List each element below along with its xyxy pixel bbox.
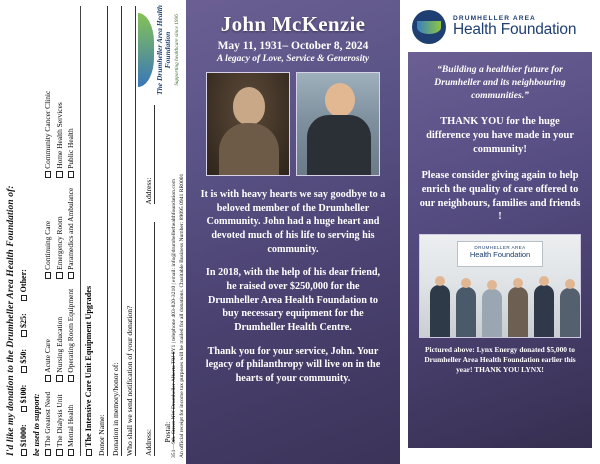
use-option-label: Operating Room Equipment xyxy=(66,288,75,373)
people-group-figures xyxy=(420,275,580,337)
donation-form-panel xyxy=(0,0,186,464)
memory-honor-field[interactable]: Donation in memory/honor of: xyxy=(110,6,122,456)
checkbox-icon[interactable] xyxy=(56,272,63,279)
use-option-label: Continuing Care xyxy=(43,220,52,270)
checkbox-icon[interactable] xyxy=(68,272,75,279)
memorial-photos xyxy=(196,72,390,176)
checkbox-icon[interactable] xyxy=(68,375,75,382)
foundation-logo-line2: Supporting healthcare since 1996 xyxy=(174,14,180,86)
foundation-logo-icon xyxy=(412,10,446,44)
donation-amount-options[interactable] xyxy=(19,6,28,456)
address-field-2[interactable]: Address: xyxy=(143,106,155,205)
checkbox-icon[interactable] xyxy=(86,450,93,457)
checkbox-icon[interactable] xyxy=(56,375,63,382)
checkbox-icon[interactable] xyxy=(21,450,28,457)
use-of-funds-title: be used to support: xyxy=(32,393,41,456)
checkbox-icon[interactable] xyxy=(45,375,52,382)
amount-label: $50: xyxy=(19,348,28,364)
use-of-funds-options[interactable] xyxy=(43,6,75,456)
foundation-message xyxy=(408,52,592,448)
photo-banner-line1: DRUMHELLER AREA xyxy=(474,245,526,251)
amount-label: $25: xyxy=(19,313,28,328)
use-option[interactable] xyxy=(66,392,75,456)
memorial-body xyxy=(196,188,390,386)
use-option-label: The Greatest Need xyxy=(43,391,52,447)
checkbox-icon[interactable] xyxy=(68,171,75,178)
use-option-label: Paramedics and Ambulance xyxy=(66,187,75,270)
portrait-photo-young xyxy=(206,72,290,176)
foundation-logo-form xyxy=(138,4,180,96)
form-title: I'd like my donation to the Drumheller Area Health Foundation of: xyxy=(6,185,16,456)
amount-option-100[interactable] xyxy=(19,385,28,413)
use-option[interactable] xyxy=(66,289,75,382)
use-option-label: Mental Health xyxy=(66,404,75,447)
use-option[interactable] xyxy=(66,91,75,178)
checkbox-icon[interactable] xyxy=(45,450,52,457)
portrait-photo-recent xyxy=(296,72,380,176)
amount-label: Other: xyxy=(19,269,28,293)
amount-option-other[interactable] xyxy=(19,269,28,301)
memorial-paragraph-3: Thank you for your service, John. Your legacy of philanthropy will live on in the hearts of your community. xyxy=(205,345,381,385)
mission-quote: “Building a healthier future for Drumheller and its neighbouring communities.” xyxy=(434,64,566,101)
notification-field[interactable]: Who shall we send notification of your donation? xyxy=(124,6,136,456)
tax-receipt-note: An official receipt for income tax purposes will be mailed for all donations. Charitable Business Number: 89095 0941 RR0001 xyxy=(179,173,185,458)
use-column-1 xyxy=(43,392,75,456)
give-again-text: Please consider giving again to help enrich the quality of care offered to our neighbours, families and friends ! xyxy=(419,169,581,223)
person-figure xyxy=(534,285,554,337)
person-figure xyxy=(456,287,476,337)
use-column-2 xyxy=(43,289,75,382)
use-option[interactable] xyxy=(55,91,64,178)
person-figure xyxy=(560,288,580,337)
amount-option-1000[interactable] xyxy=(19,424,28,456)
person-figure xyxy=(508,287,528,337)
checkbox-icon[interactable] xyxy=(56,171,63,178)
checkbox-icon[interactable] xyxy=(68,450,75,457)
icu-upgrade-option[interactable] xyxy=(80,6,93,456)
address-field[interactable]: Address: xyxy=(143,222,155,456)
foundation-brand xyxy=(400,0,600,50)
use-option-label: The Dialysis Unit xyxy=(54,394,64,447)
donation-form xyxy=(0,0,186,464)
photo-caption: Pictured above: Lynx Energy donated $5,000 to Drumheller Area Health Foundation earlier this year! THANK YOU LYNX! xyxy=(424,345,576,374)
use-option[interactable] xyxy=(43,188,52,279)
checkbox-icon[interactable] xyxy=(21,330,28,337)
amount-option-50[interactable] xyxy=(19,349,28,373)
use-option[interactable] xyxy=(43,289,52,382)
person-figure xyxy=(482,289,502,337)
brand-line2: Health Foundation xyxy=(453,21,577,39)
use-option-label: Acute Care xyxy=(43,339,52,373)
memorial-dates: May 11, 1931– October 8, 2024 xyxy=(217,40,369,52)
amount-option-25[interactable] xyxy=(19,313,28,337)
use-option[interactable] xyxy=(55,392,64,456)
foundation-panel xyxy=(400,0,600,464)
memorial-panel xyxy=(186,0,400,464)
use-column-4 xyxy=(43,91,75,178)
donor-name-field[interactable]: Donor Name: xyxy=(96,6,108,456)
memorial-paragraph-2: In 2018, with the help of his dear friend, he raised over $250,000 for the Drumheller Area Health Foundation to buy necessary equipment for the Drumheller Health Centre. xyxy=(205,267,381,334)
photo-banner-logo xyxy=(457,241,543,267)
use-option[interactable] xyxy=(55,289,64,382)
use-option[interactable] xyxy=(43,392,52,456)
use-option-label: Public Health xyxy=(66,128,75,169)
use-option-label: Emergency Room xyxy=(54,216,64,270)
use-option-label: Community Cancer Clinic xyxy=(43,90,52,169)
donation-group-photo xyxy=(419,234,581,338)
foundation-logo-line1: The Drumheller Area Health Foundation xyxy=(154,5,173,95)
memorial-name: John McKenzie xyxy=(220,12,366,36)
photo-banner-line2: Health Foundation xyxy=(469,249,531,259)
checkbox-icon[interactable] xyxy=(45,171,52,178)
use-option[interactable] xyxy=(66,188,75,279)
icu-upgrade-label: The Intensive Care Unit Equipment Upgrades xyxy=(84,285,93,447)
swoosh-icon xyxy=(138,13,154,87)
use-option[interactable] xyxy=(55,188,64,279)
use-option[interactable] xyxy=(43,91,52,178)
foundation-brand-text xyxy=(453,15,576,38)
checkbox-icon[interactable] xyxy=(21,366,28,373)
amount-label: $1000: xyxy=(19,424,28,447)
checkbox-icon[interactable] xyxy=(56,450,63,457)
amount-label: $100: xyxy=(19,384,28,404)
postal-field[interactable]: Postal: xyxy=(162,353,174,443)
checkbox-icon[interactable] xyxy=(45,272,52,279)
person-figure xyxy=(430,285,450,337)
thank-you-text: THANK YOU for the huge difference you have made in your community! xyxy=(426,115,574,155)
checkbox-icon[interactable] xyxy=(21,406,28,413)
use-option-label: Nursing Education xyxy=(54,316,64,373)
brand-line1: DRUMHELLER AREA xyxy=(453,15,536,23)
checkbox-icon[interactable] xyxy=(21,295,28,302)
use-option-label: Home Health Services xyxy=(54,102,64,169)
use-column-3 xyxy=(43,188,75,279)
memorial-paragraph-1: It is with heavy hearts we say goodbye to a beloved member of the Drumheller Community. John had a huge heart and devoted much of his life to serving his community. xyxy=(200,189,386,255)
foundation-address: 351—9th. Street NW Drumheller Alberta T0J 0Y1 | telephone 403-820-3210 | email: info@drumhellerhealthfoundation.com xyxy=(171,178,177,458)
memorial-legacy-line: A legacy of Love, Service & Generosity xyxy=(216,54,370,64)
